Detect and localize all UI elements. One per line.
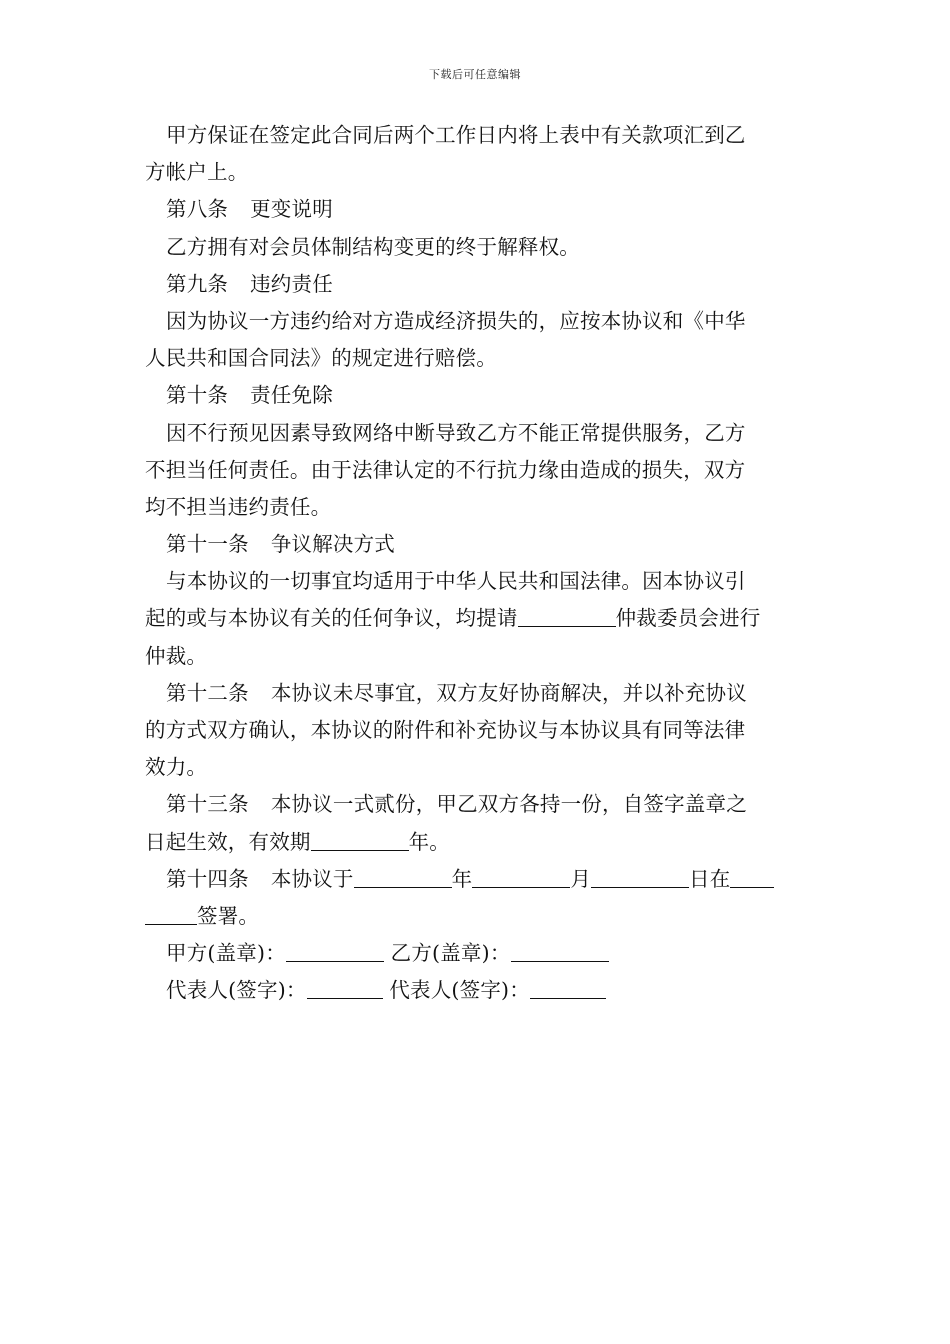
article-title: 责任免除 — [250, 383, 333, 408]
party-a-seal-blank[interactable] — [286, 941, 384, 962]
article-8-heading — [145, 191, 810, 228]
paragraph-line: 甲方保证在签定此合同后两个工作日内将上表中有关款项汇到乙 — [166, 123, 746, 147]
validity-years-blank[interactable] — [311, 830, 409, 851]
paragraph-line: 人民共和国合同法》的规定进行赔偿。 — [145, 346, 497, 371]
paragraph-line: 因为协议一方违约给对方造成经济损失的，应按本协议和《中华 — [166, 308, 746, 333]
article-14-line — [145, 861, 810, 898]
paragraph-line: 效力。 — [145, 755, 208, 780]
text-run: 签署。 — [197, 903, 260, 928]
article-11-heading — [145, 526, 810, 563]
party-b-rep-blank[interactable] — [530, 978, 606, 999]
article-number: 第九条 — [166, 271, 229, 296]
paragraph-line — [145, 600, 810, 637]
year-blank[interactable] — [354, 867, 452, 888]
party-a-seal-label: 甲方(盖章)： — [166, 941, 286, 966]
article-number: 第十一条 — [166, 532, 249, 557]
article-10-heading — [145, 377, 810, 414]
place-blank-continued[interactable] — [145, 904, 197, 925]
text-run: 本协议一式贰份，甲乙双方各持一份，自签字盖章之 — [270, 792, 747, 817]
month-blank[interactable] — [472, 867, 570, 888]
text-run: 本协议于 — [270, 866, 354, 891]
party-b-rep-label: 代表人(签字)： — [389, 978, 530, 1003]
paragraph-line — [145, 898, 810, 935]
paragraph-line: 均不担当违约责任。 — [145, 494, 332, 519]
text-run: 日起生效，有效期 — [145, 829, 311, 854]
article-title: 违约责任 — [250, 271, 333, 296]
article-number: 第十条 — [166, 383, 229, 408]
paragraph-line: 方帐户上。 — [145, 160, 249, 185]
document-body — [145, 117, 810, 1010]
article-13-line — [145, 786, 810, 823]
paragraph-line: 的方式双方确认，本协议的附件和补充协议与本协议具有同等法律 — [145, 718, 746, 742]
paragraph-line: 仲裁。 — [145, 643, 208, 668]
page-header: 下载后可任意编辑 — [429, 68, 521, 81]
text-run: 年。 — [408, 829, 451, 854]
month-label: 月 — [570, 866, 592, 891]
party-b-seal-label: 乙方(盖章)： — [390, 941, 511, 966]
text-run: 起的或与本协议有关的任何争议，均提请 — [145, 606, 518, 631]
paragraph-line: 不担当任何责任。由于法律认定的不行抗力缘由造成的损失，双方 — [145, 457, 746, 482]
year-label: 年 — [451, 866, 473, 891]
article-number: 第十四条 — [166, 866, 249, 891]
article-number: 第十二条 — [166, 680, 249, 705]
article-9-heading — [145, 266, 810, 303]
representative-line — [145, 972, 810, 1009]
paragraph-line: 与本协议的一切事宜均适用于中华人民共和国法律。因本协议引 — [166, 569, 746, 594]
article-title: 争议解决方式 — [270, 532, 396, 557]
paragraph-line — [145, 824, 810, 861]
party-a-rep-blank[interactable] — [307, 978, 383, 999]
text-run: 本协议未尽事宜，双方友好协商解决，并以补充协议 — [270, 680, 747, 705]
article-number: 第八条 — [166, 197, 229, 222]
text-run: 仲裁委员会进行 — [615, 606, 761, 631]
seal-line — [145, 935, 810, 972]
paragraph-line: 因不行预见因素导致网络中断导致乙方不能正常提供服务，乙方 — [166, 420, 746, 445]
place-blank[interactable] — [730, 867, 774, 888]
article-number: 第十三条 — [166, 792, 249, 817]
party-a-rep-label: 代表人(签字)： — [166, 978, 307, 1003]
paragraph-line: 乙方拥有对会员体制结构变更的终于解释权。 — [166, 234, 580, 259]
day-blank[interactable] — [591, 867, 689, 888]
day-label: 日在 — [689, 866, 731, 891]
article-12-line — [145, 675, 810, 712]
arbitration-blank[interactable] — [518, 606, 616, 627]
article-title: 更变说明 — [250, 197, 333, 222]
party-b-seal-blank[interactable] — [511, 941, 609, 962]
